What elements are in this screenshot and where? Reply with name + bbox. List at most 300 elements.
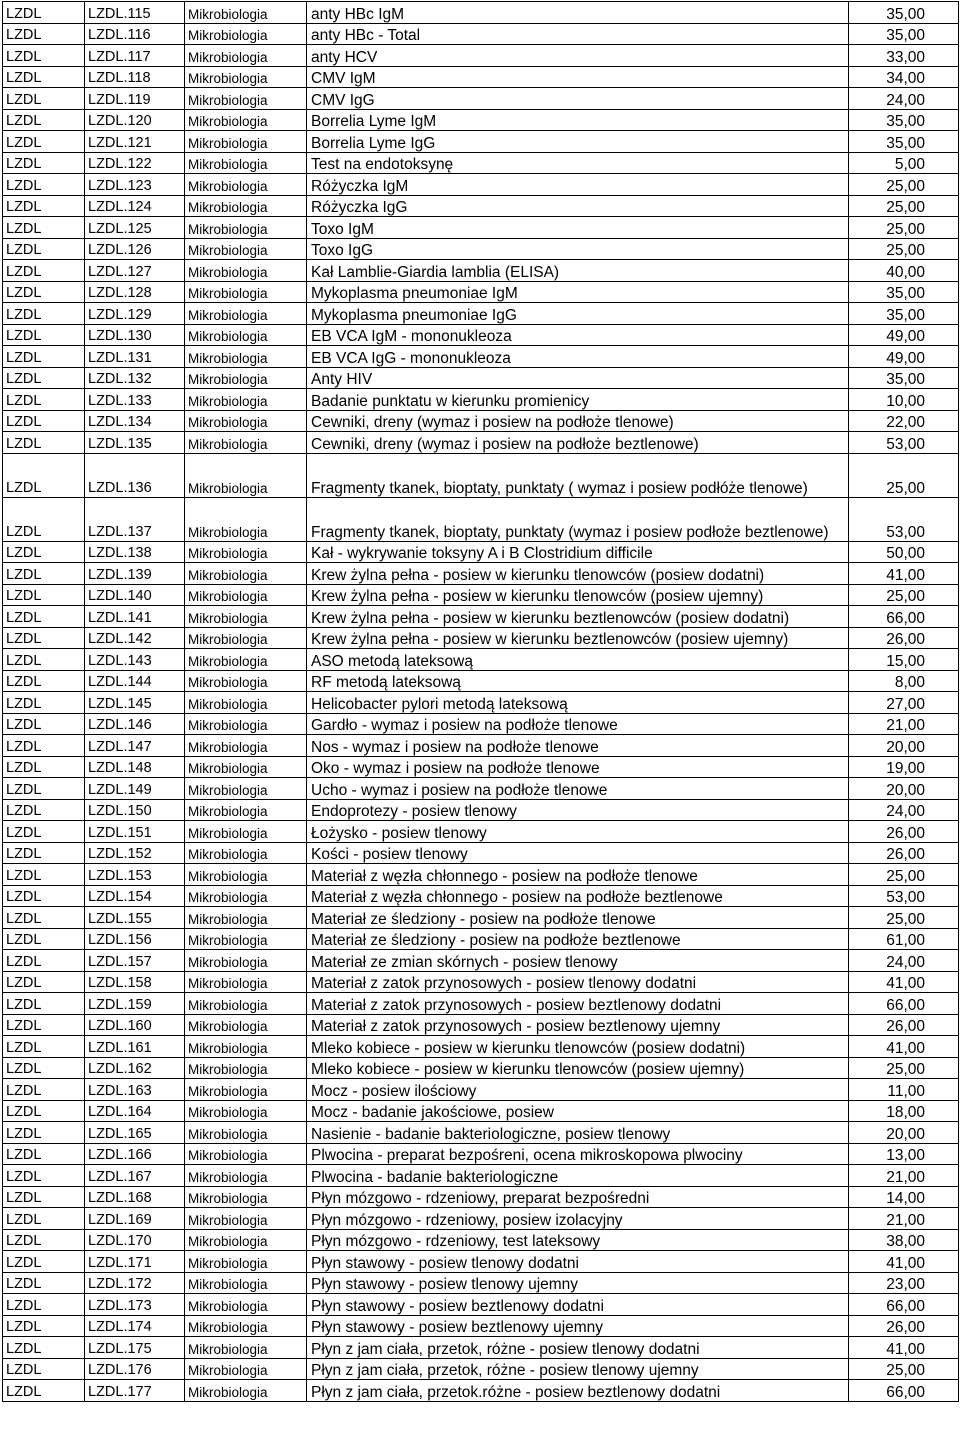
test-name-cell: Cewniki, dreny (wymaz i posiew na podłoże tlenowe) xyxy=(307,410,849,432)
price-cell: 24,00 xyxy=(849,950,959,972)
department-cell: Mikrobiologia xyxy=(185,324,307,346)
price-cell: 24,00 xyxy=(849,799,959,821)
price-cell: 41,00 xyxy=(849,1337,959,1359)
price-cell: 53,00 xyxy=(849,432,959,454)
unit-cell: LZDL xyxy=(3,842,85,864)
price-cell: 49,00 xyxy=(849,346,959,368)
price-cell: 14,00 xyxy=(849,1186,959,1208)
department-cell: Mikrobiologia xyxy=(185,1143,307,1165)
test-code-cell: LZDL.117 xyxy=(85,45,185,67)
test-code-cell: LZDL.163 xyxy=(85,1079,185,1101)
unit-cell: LZDL xyxy=(3,109,85,131)
department-cell: Mikrobiologia xyxy=(185,88,307,110)
unit-cell: LZDL xyxy=(3,756,85,778)
test-name-cell: Fragmenty tkanek, bioptaty, punktaty ( wymaz i posiew podłóże tlenowe) xyxy=(307,453,849,497)
price-cell: 61,00 xyxy=(849,928,959,950)
unit-cell: LZDL xyxy=(3,195,85,217)
unit-cell: LZDL xyxy=(3,1186,85,1208)
table-row xyxy=(3,410,959,432)
department-cell: Mikrobiologia xyxy=(185,541,307,563)
price-cell: 25,00 xyxy=(849,864,959,886)
unit-cell: LZDL xyxy=(3,1358,85,1380)
test-name-cell: EB VCA IgG - mononukleoza xyxy=(307,346,849,368)
unit-cell: LZDL xyxy=(3,627,85,649)
department-cell: Mikrobiologia xyxy=(185,1122,307,1144)
table-row xyxy=(3,1294,959,1316)
department-cell: Mikrobiologia xyxy=(185,1036,307,1058)
department-cell: Mikrobiologia xyxy=(185,778,307,800)
table-row xyxy=(3,1380,959,1402)
department-cell: Mikrobiologia xyxy=(185,670,307,692)
table-row xyxy=(3,627,959,649)
unit-cell: LZDL xyxy=(3,928,85,950)
price-cell: 11,00 xyxy=(849,1079,959,1101)
table-row xyxy=(3,563,959,585)
unit-cell: LZDL xyxy=(3,907,85,929)
unit-cell: LZDL xyxy=(3,1251,85,1273)
test-name-cell: Krew żylna pełna - posiew w kierunku beztlenowców (posiew dodatni) xyxy=(307,606,849,628)
unit-cell: LZDL xyxy=(3,303,85,325)
table-row xyxy=(3,346,959,368)
department-cell: Mikrobiologia xyxy=(185,606,307,628)
table-row xyxy=(3,45,959,67)
department-cell: Mikrobiologia xyxy=(185,971,307,993)
department-cell: Mikrobiologia xyxy=(185,627,307,649)
price-cell: 8,00 xyxy=(849,670,959,692)
table-row xyxy=(3,799,959,821)
unit-cell: LZDL xyxy=(3,606,85,628)
price-cell: 20,00 xyxy=(849,778,959,800)
price-cell: 21,00 xyxy=(849,1208,959,1230)
department-cell: Mikrobiologia xyxy=(185,23,307,45)
test-name-cell: Gardło - wymaz i posiew na podłoże tlenowe xyxy=(307,713,849,735)
unit-cell: LZDL xyxy=(3,1079,85,1101)
department-cell: Mikrobiologia xyxy=(185,1380,307,1402)
table-row xyxy=(3,842,959,864)
table-row xyxy=(3,1165,959,1187)
price-cell: 15,00 xyxy=(849,649,959,671)
price-cell: 53,00 xyxy=(849,497,959,541)
table-row xyxy=(3,971,959,993)
test-name-cell: Nos - wymaz i posiew na podłoże tlenowe xyxy=(307,735,849,757)
price-cell: 33,00 xyxy=(849,45,959,67)
test-code-cell: LZDL.144 xyxy=(85,670,185,692)
test-name-cell: Oko - wymaz i posiew na podłoże tlenowe xyxy=(307,756,849,778)
test-name-cell: Płyn stawowy - posiew tlenowy dodatni xyxy=(307,1251,849,1273)
table-row xyxy=(3,324,959,346)
department-cell: Mikrobiologia xyxy=(185,1337,307,1359)
test-name-cell: RF metodą lateksową xyxy=(307,670,849,692)
test-code-cell: LZDL.146 xyxy=(85,713,185,735)
unit-cell: LZDL xyxy=(3,1208,85,1230)
test-name-cell: CMV IgM xyxy=(307,66,849,88)
price-cell: 35,00 xyxy=(849,281,959,303)
price-cell: 22,00 xyxy=(849,410,959,432)
unit-cell: LZDL xyxy=(3,432,85,454)
test-code-cell: LZDL.161 xyxy=(85,1036,185,1058)
unit-cell: LZDL xyxy=(3,563,85,585)
price-cell: 25,00 xyxy=(849,1057,959,1079)
test-code-cell: LZDL.175 xyxy=(85,1337,185,1359)
unit-cell: LZDL xyxy=(3,152,85,174)
test-code-cell: LZDL.123 xyxy=(85,174,185,196)
unit-cell: LZDL xyxy=(3,649,85,671)
table-row xyxy=(3,1358,959,1380)
price-cell: 35,00 xyxy=(849,303,959,325)
department-cell: Mikrobiologia xyxy=(185,238,307,260)
test-code-cell: LZDL.124 xyxy=(85,195,185,217)
test-name-cell: Plwocina - badanie bakteriologiczne xyxy=(307,1165,849,1187)
table-row xyxy=(3,885,959,907)
department-cell: Mikrobiologia xyxy=(185,563,307,585)
table-row xyxy=(3,131,959,153)
price-cell: 10,00 xyxy=(849,389,959,411)
department-cell: Mikrobiologia xyxy=(185,66,307,88)
table-row xyxy=(3,1208,959,1230)
department-cell: Mikrobiologia xyxy=(185,497,307,541)
unit-cell: LZDL xyxy=(3,885,85,907)
test-name-cell: Płyn z jam ciała, przetok.różne - posiew beztlenowy dodatni xyxy=(307,1380,849,1402)
test-code-cell: LZDL.132 xyxy=(85,367,185,389)
test-code-cell: LZDL.158 xyxy=(85,971,185,993)
test-name-cell: Krew żylna pełna - posiew w kierunku tlenowców (posiew ujemny) xyxy=(307,584,849,606)
test-name-cell: Ucho - wymaz i posiew na podłoże tlenowe xyxy=(307,778,849,800)
price-list-body xyxy=(3,2,959,1402)
department-cell: Mikrobiologia xyxy=(185,45,307,67)
price-cell: 25,00 xyxy=(849,907,959,929)
test-code-cell: LZDL.166 xyxy=(85,1143,185,1165)
test-code-cell: LZDL.165 xyxy=(85,1122,185,1144)
test-name-cell: Krew żylna pełna - posiew w kierunku beztlenowców (posiew ujemny) xyxy=(307,627,849,649)
department-cell: Mikrobiologia xyxy=(185,756,307,778)
table-row xyxy=(3,217,959,239)
test-name-cell: Materiał z węzła chłonnego - posiew na podłoże beztlenowe xyxy=(307,885,849,907)
test-code-cell: LZDL.143 xyxy=(85,649,185,671)
test-code-cell: LZDL.141 xyxy=(85,606,185,628)
unit-cell: LZDL xyxy=(3,1294,85,1316)
price-cell: 25,00 xyxy=(849,584,959,606)
test-code-cell: LZDL.159 xyxy=(85,993,185,1015)
test-code-cell: LZDL.173 xyxy=(85,1294,185,1316)
table-row xyxy=(3,713,959,735)
test-name-cell: Płyn stawowy - posiew beztlenowy dodatni xyxy=(307,1294,849,1316)
test-code-cell: LZDL.134 xyxy=(85,410,185,432)
test-code-cell: LZDL.139 xyxy=(85,563,185,585)
price-cell: 25,00 xyxy=(849,174,959,196)
price-cell: 35,00 xyxy=(849,109,959,131)
department-cell: Mikrobiologia xyxy=(185,281,307,303)
test-code-cell: LZDL.120 xyxy=(85,109,185,131)
price-cell: 38,00 xyxy=(849,1229,959,1251)
unit-cell: LZDL xyxy=(3,2,85,24)
department-cell: Mikrobiologia xyxy=(185,195,307,217)
price-cell: 35,00 xyxy=(849,2,959,24)
price-cell: 18,00 xyxy=(849,1100,959,1122)
test-name-cell: anty HCV xyxy=(307,45,849,67)
test-code-cell: LZDL.148 xyxy=(85,756,185,778)
department-cell: Mikrobiologia xyxy=(185,692,307,714)
department-cell: Mikrobiologia xyxy=(185,1057,307,1079)
department-cell: Mikrobiologia xyxy=(185,410,307,432)
test-name-cell: Borrelia Lyme IgG xyxy=(307,131,849,153)
unit-cell: LZDL xyxy=(3,23,85,45)
unit-cell: LZDL xyxy=(3,735,85,757)
unit-cell: LZDL xyxy=(3,692,85,714)
table-row xyxy=(3,756,959,778)
table-row xyxy=(3,367,959,389)
test-code-cell: LZDL.140 xyxy=(85,584,185,606)
department-cell: Mikrobiologia xyxy=(185,950,307,972)
test-code-cell: LZDL.155 xyxy=(85,907,185,929)
test-code-cell: LZDL.157 xyxy=(85,950,185,972)
table-row xyxy=(3,2,959,24)
table-row xyxy=(3,432,959,454)
unit-cell: LZDL xyxy=(3,1315,85,1337)
price-cell: 24,00 xyxy=(849,88,959,110)
price-cell: 21,00 xyxy=(849,1165,959,1187)
test-code-cell: LZDL.122 xyxy=(85,152,185,174)
table-row xyxy=(3,907,959,929)
test-name-cell: Łożysko - posiew tlenowy xyxy=(307,821,849,843)
price-cell: 19,00 xyxy=(849,756,959,778)
unit-cell: LZDL xyxy=(3,541,85,563)
price-cell: 35,00 xyxy=(849,131,959,153)
table-row xyxy=(3,66,959,88)
price-cell: 21,00 xyxy=(849,713,959,735)
price-cell: 25,00 xyxy=(849,1358,959,1380)
unit-cell: LZDL xyxy=(3,260,85,282)
department-cell: Mikrobiologia xyxy=(185,367,307,389)
table-row xyxy=(3,1100,959,1122)
unit-cell: LZDL xyxy=(3,324,85,346)
test-name-cell: Płyn z jam ciała, przetok, różne - posiew tlenowy dodatni xyxy=(307,1337,849,1359)
test-name-cell: Materiał ze zmian skórnych - posiew tlenowy xyxy=(307,950,849,972)
test-name-cell: Płyn stawowy - posiew beztlenowy ujemny xyxy=(307,1315,849,1337)
test-name-cell: Mleko kobiece - posiew w kierunku tlenowców (posiew ujemny) xyxy=(307,1057,849,1079)
price-cell: 25,00 xyxy=(849,217,959,239)
table-row xyxy=(3,1272,959,1294)
price-cell: 41,00 xyxy=(849,563,959,585)
unit-cell: LZDL xyxy=(3,281,85,303)
test-name-cell: Płyn mózgowo - rdzeniowy, test lateksowy xyxy=(307,1229,849,1251)
unit-cell: LZDL xyxy=(3,1143,85,1165)
price-cell: 26,00 xyxy=(849,1014,959,1036)
price-cell: 41,00 xyxy=(849,1251,959,1273)
test-code-cell: LZDL.137 xyxy=(85,497,185,541)
test-name-cell: Mocz - badanie jakościowe, posiew xyxy=(307,1100,849,1122)
table-row xyxy=(3,389,959,411)
test-name-cell: Różyczka IgG xyxy=(307,195,849,217)
test-name-cell: Materiał z zatok przynosowych - posiew beztlenowy ujemny xyxy=(307,1014,849,1036)
test-code-cell: LZDL.133 xyxy=(85,389,185,411)
test-code-cell: LZDL.153 xyxy=(85,864,185,886)
department-cell: Mikrobiologia xyxy=(185,2,307,24)
table-row xyxy=(3,109,959,131)
test-code-cell: LZDL.135 xyxy=(85,432,185,454)
test-code-cell: LZDL.156 xyxy=(85,928,185,950)
test-name-cell: Materiał z zatok przynosowych - posiew tlenowy dodatni xyxy=(307,971,849,993)
table-row xyxy=(3,1315,959,1337)
department-cell: Mikrobiologia xyxy=(185,346,307,368)
test-code-cell: LZDL.174 xyxy=(85,1315,185,1337)
test-name-cell: Kości - posiew tlenowy xyxy=(307,842,849,864)
test-name-cell: Krew żylna pełna - posiew w kierunku tlenowców (posiew dodatni) xyxy=(307,563,849,585)
table-row xyxy=(3,541,959,563)
table-row xyxy=(3,649,959,671)
unit-cell: LZDL xyxy=(3,217,85,239)
unit-cell: LZDL xyxy=(3,670,85,692)
test-code-cell: LZDL.164 xyxy=(85,1100,185,1122)
table-row xyxy=(3,23,959,45)
test-code-cell: LZDL.119 xyxy=(85,88,185,110)
price-cell: 41,00 xyxy=(849,1036,959,1058)
department-cell: Mikrobiologia xyxy=(185,303,307,325)
table-row xyxy=(3,692,959,714)
unit-cell: LZDL xyxy=(3,66,85,88)
department-cell: Mikrobiologia xyxy=(185,1315,307,1337)
table-row xyxy=(3,303,959,325)
price-cell: 41,00 xyxy=(849,971,959,993)
unit-cell: LZDL xyxy=(3,1229,85,1251)
test-code-cell: LZDL.115 xyxy=(85,2,185,24)
test-name-cell: Różyczka IgM xyxy=(307,174,849,196)
unit-cell: LZDL xyxy=(3,971,85,993)
price-cell: 26,00 xyxy=(849,1315,959,1337)
unit-cell: LZDL xyxy=(3,88,85,110)
price-cell: 66,00 xyxy=(849,993,959,1015)
table-row xyxy=(3,735,959,757)
test-name-cell: Kał - wykrywanie toksyny A i B Clostridium difficile xyxy=(307,541,849,563)
test-code-cell: LZDL.160 xyxy=(85,1014,185,1036)
price-cell: 66,00 xyxy=(849,606,959,628)
test-name-cell: Materiał z zatok przynosowych - posiew beztlenowy dodatni xyxy=(307,993,849,1015)
test-name-cell: Helicobacter pylori metodą lateksową xyxy=(307,692,849,714)
unit-cell: LZDL xyxy=(3,389,85,411)
test-code-cell: LZDL.128 xyxy=(85,281,185,303)
table-row xyxy=(3,821,959,843)
test-name-cell: Materiał ze śledziony - posiew na podłoże tlenowe xyxy=(307,907,849,929)
table-row xyxy=(3,195,959,217)
price-cell: 53,00 xyxy=(849,885,959,907)
test-name-cell: Badanie punktatu w kierunku promienicy xyxy=(307,389,849,411)
test-code-cell: LZDL.167 xyxy=(85,1165,185,1187)
table-row xyxy=(3,606,959,628)
test-name-cell: Materiał ze śledziony - posiew na podłoże beztlenowe xyxy=(307,928,849,950)
department-cell: Mikrobiologia xyxy=(185,1294,307,1316)
table-row xyxy=(3,152,959,174)
unit-cell: LZDL xyxy=(3,1122,85,1144)
unit-cell: LZDL xyxy=(3,367,85,389)
department-cell: Mikrobiologia xyxy=(185,1208,307,1230)
unit-cell: LZDL xyxy=(3,584,85,606)
test-name-cell: Płyn mózgowo - rdzeniowy, preparat bezpośredni xyxy=(307,1186,849,1208)
department-cell: Mikrobiologia xyxy=(185,928,307,950)
test-code-cell: LZDL.169 xyxy=(85,1208,185,1230)
test-name-cell: Borrelia Lyme IgM xyxy=(307,109,849,131)
price-cell: 13,00 xyxy=(849,1143,959,1165)
department-cell: Mikrobiologia xyxy=(185,1358,307,1380)
test-code-cell: LZDL.162 xyxy=(85,1057,185,1079)
test-code-cell: LZDL.170 xyxy=(85,1229,185,1251)
test-code-cell: LZDL.147 xyxy=(85,735,185,757)
table-row xyxy=(3,453,959,497)
test-code-cell: LZDL.118 xyxy=(85,66,185,88)
department-cell: Mikrobiologia xyxy=(185,174,307,196)
price-cell: 66,00 xyxy=(849,1294,959,1316)
table-row xyxy=(3,1036,959,1058)
table-row xyxy=(3,497,959,541)
test-name-cell: Płyn mózgowo - rdzeniowy, posiew izolacyjny xyxy=(307,1208,849,1230)
test-code-cell: LZDL.145 xyxy=(85,692,185,714)
table-row xyxy=(3,1122,959,1144)
table-row xyxy=(3,670,959,692)
department-cell: Mikrobiologia xyxy=(185,152,307,174)
unit-cell: LZDL xyxy=(3,346,85,368)
test-code-cell: LZDL.154 xyxy=(85,885,185,907)
department-cell: Mikrobiologia xyxy=(185,453,307,497)
price-cell: 40,00 xyxy=(849,260,959,282)
unit-cell: LZDL xyxy=(3,453,85,497)
table-row xyxy=(3,238,959,260)
table-row xyxy=(3,1337,959,1359)
department-cell: Mikrobiologia xyxy=(185,1100,307,1122)
test-name-cell: Fragmenty tkanek, bioptaty, punktaty (wymaz i posiew podłoże beztlenowe) xyxy=(307,497,849,541)
price-cell: 20,00 xyxy=(849,1122,959,1144)
test-name-cell: Test na endotoksynę xyxy=(307,152,849,174)
department-cell: Mikrobiologia xyxy=(185,109,307,131)
department-cell: Mikrobiologia xyxy=(185,1014,307,1036)
price-cell: 35,00 xyxy=(849,23,959,45)
table-row xyxy=(3,88,959,110)
department-cell: Mikrobiologia xyxy=(185,842,307,864)
test-code-cell: LZDL.136 xyxy=(85,453,185,497)
test-code-cell: LZDL.152 xyxy=(85,842,185,864)
price-cell: 5,00 xyxy=(849,152,959,174)
test-code-cell: LZDL.138 xyxy=(85,541,185,563)
unit-cell: LZDL xyxy=(3,1380,85,1402)
test-name-cell: Toxo IgG xyxy=(307,238,849,260)
test-code-cell: LZDL.172 xyxy=(85,1272,185,1294)
test-code-cell: LZDL.177 xyxy=(85,1380,185,1402)
unit-cell: LZDL xyxy=(3,799,85,821)
unit-cell: LZDL xyxy=(3,174,85,196)
table-row xyxy=(3,1014,959,1036)
test-code-cell: LZDL.129 xyxy=(85,303,185,325)
price-cell: 49,00 xyxy=(849,324,959,346)
test-code-cell: LZDL.176 xyxy=(85,1358,185,1380)
price-cell: 27,00 xyxy=(849,692,959,714)
department-cell: Mikrobiologia xyxy=(185,1165,307,1187)
department-cell: Mikrobiologia xyxy=(185,1272,307,1294)
test-name-cell: CMV IgG xyxy=(307,88,849,110)
test-name-cell: Cewniki, dreny (wymaz i posiew na podłoże beztlenowe) xyxy=(307,432,849,454)
department-cell: Mikrobiologia xyxy=(185,1186,307,1208)
test-name-cell: Mykoplasma pneumoniae IgM xyxy=(307,281,849,303)
unit-cell: LZDL xyxy=(3,950,85,972)
department-cell: Mikrobiologia xyxy=(185,389,307,411)
test-code-cell: LZDL.131 xyxy=(85,346,185,368)
department-cell: Mikrobiologia xyxy=(185,993,307,1015)
test-code-cell: LZDL.116 xyxy=(85,23,185,45)
test-name-cell: ASO metodą lateksową xyxy=(307,649,849,671)
department-cell: Mikrobiologia xyxy=(185,217,307,239)
department-cell: Mikrobiologia xyxy=(185,1251,307,1273)
test-name-cell: Mocz - posiew ilościowy xyxy=(307,1079,849,1101)
unit-cell: LZDL xyxy=(3,1014,85,1036)
department-cell: Mikrobiologia xyxy=(185,799,307,821)
department-cell: Mikrobiologia xyxy=(185,821,307,843)
table-row xyxy=(3,778,959,800)
